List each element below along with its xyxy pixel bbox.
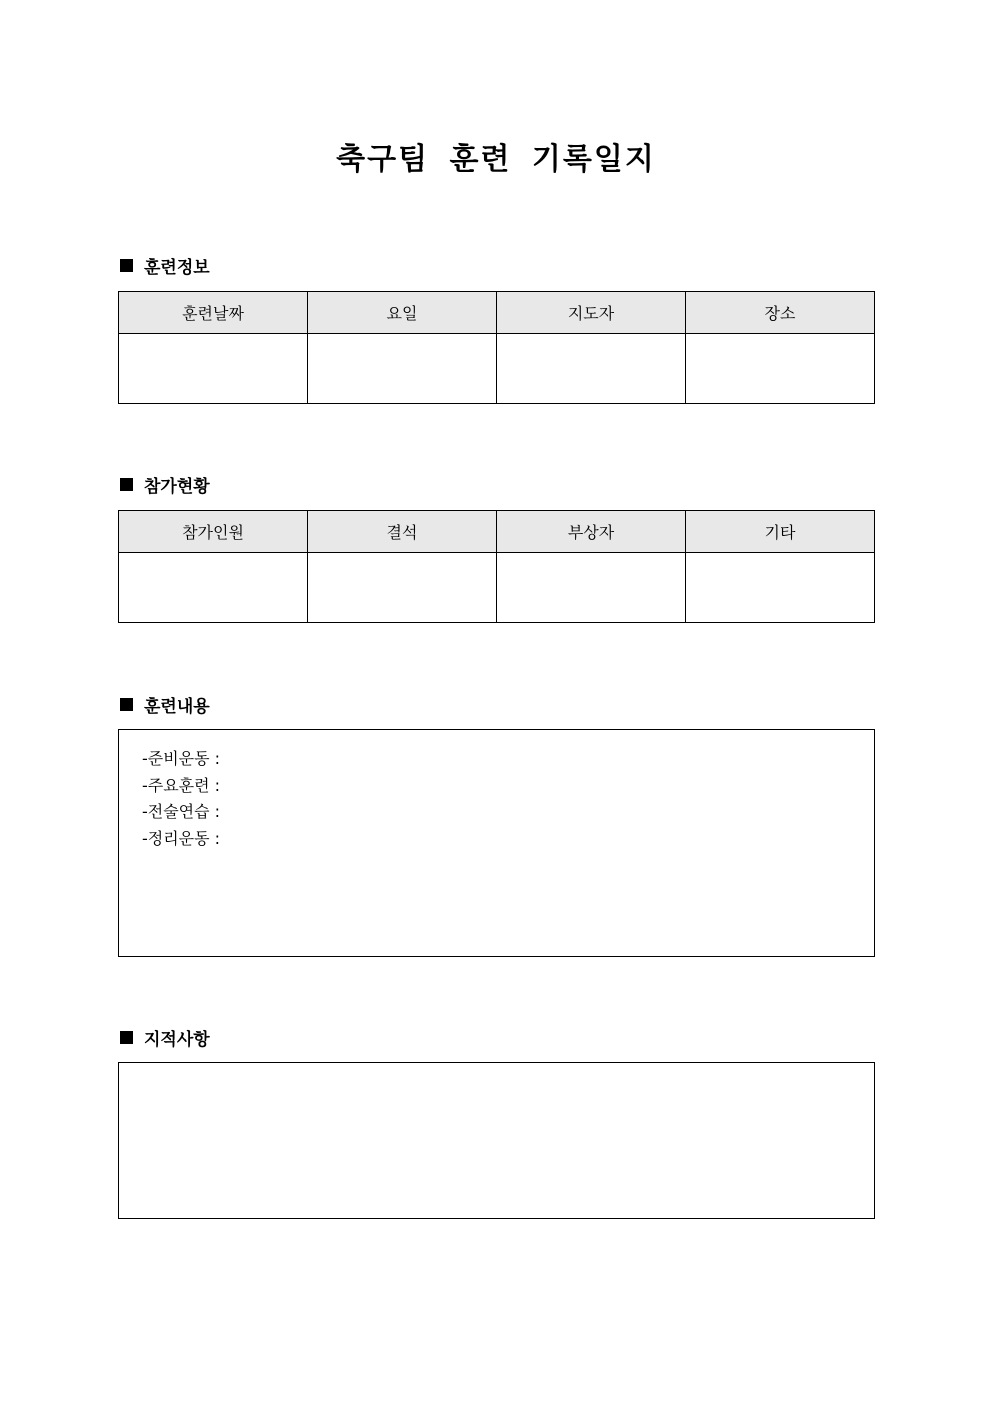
table-row <box>119 553 875 623</box>
square-bullet-icon <box>120 478 133 491</box>
main-training-line: -주요훈련 : <box>142 775 221 795</box>
participants-cell[interactable] <box>119 553 308 623</box>
location-cell[interactable] <box>686 334 875 404</box>
absent-cell[interactable] <box>308 553 497 623</box>
document-title: 축구팀 훈련 기록일지 <box>336 142 656 177</box>
column-header-weekday: 요일 <box>308 292 497 334</box>
column-header-location: 장소 <box>686 292 875 334</box>
training-info-section <box>118 252 875 404</box>
training-content-heading <box>118 691 875 717</box>
square-bullet-icon <box>120 1031 133 1044</box>
table-header-row <box>119 511 875 553</box>
tactics-practice-line: -전술연습 : <box>142 802 221 821</box>
training-content-section <box>118 691 875 957</box>
training-info-heading-label: 훈련정보 <box>144 257 210 278</box>
column-header-other: 기타 <box>686 511 875 553</box>
table-row <box>119 334 875 404</box>
training-content-heading-label: 훈련내용 <box>144 696 210 717</box>
square-bullet-icon <box>120 259 133 272</box>
weekday-cell[interactable] <box>308 334 497 404</box>
column-header-training-date: 훈련날짜 <box>119 292 308 334</box>
training-date-cell[interactable] <box>119 334 308 404</box>
injured-cell[interactable] <box>497 553 686 623</box>
attendance-section <box>118 471 875 623</box>
cooldown-line: -정리운동 : <box>142 828 221 848</box>
training-info-table <box>118 291 875 404</box>
remarks-section <box>118 1024 875 1219</box>
attendance-table <box>118 510 875 623</box>
table-header-row <box>119 292 875 334</box>
remarks-heading-label: 지적사항 <box>144 1029 210 1050</box>
attendance-heading-label: 참가현황 <box>144 476 210 497</box>
remarks-heading <box>118 1024 875 1050</box>
column-header-coach: 지도자 <box>497 292 686 334</box>
column-header-absent: 결석 <box>308 511 497 553</box>
training-info-heading <box>118 252 875 278</box>
attendance-heading <box>118 471 875 497</box>
coach-cell[interactable] <box>497 334 686 404</box>
remarks-box[interactable] <box>118 1062 875 1219</box>
training-content-box[interactable] <box>118 729 875 957</box>
other-cell[interactable] <box>686 553 875 623</box>
column-header-injured: 부상자 <box>497 511 686 553</box>
square-bullet-icon <box>120 698 133 711</box>
warmup-line: -준비운동 : <box>142 749 221 768</box>
column-header-participants: 참가인원 <box>119 511 308 553</box>
